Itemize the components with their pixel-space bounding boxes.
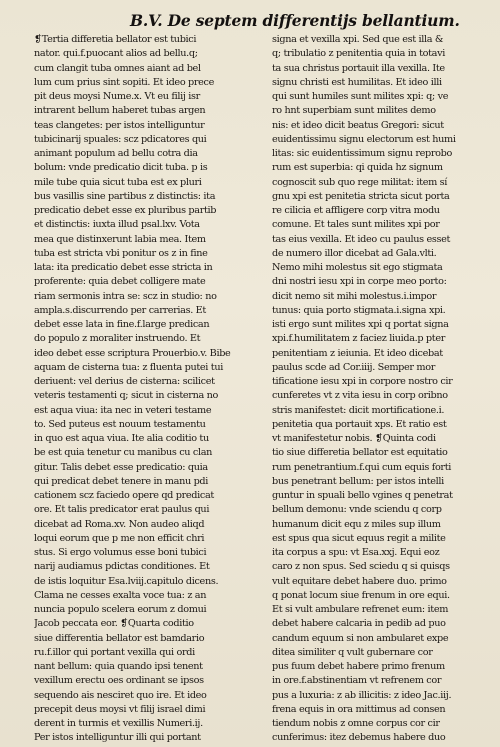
right-column-line: rum penetrantium.f.qui cum equis forti [272, 461, 452, 473]
left-column-line: mea que distinxerunt labia mea. Item [34, 233, 206, 245]
left-column-line: ore. Et talis predicator erat paulus qui [34, 504, 210, 516]
left-column-line: in quo est aqua viua. Ite alia coditio tu [34, 433, 209, 444]
right-column-line: nis: et ideo dicit beatus Gregori: sicut [272, 119, 444, 131]
left-column-line: nator. qui.f.puocant alios ad bellu.q; [34, 48, 198, 60]
left-column-line: mile tube quia sicut tuba est ex pluri [34, 176, 202, 188]
left-column-line: bus vasillis sine partibus z distinctis: ita [34, 190, 216, 202]
right-column-line: frena equis in ora mittimus ad consen [272, 703, 446, 715]
right-column-line: tunus: quia porto stigmata.i.signa xpi. [272, 304, 446, 316]
left-column-line: nant bellum: quia quando ipsi tenent [34, 661, 203, 672]
left-column-line: riam sermonis intra se: scz in studio: no [34, 290, 217, 302]
left-column-line: qui predicat debet tenere in manu pdi [34, 475, 209, 487]
left-column-line: nuncia populo scelera eorum z domui [34, 604, 207, 615]
right-text-column [272, 33, 490, 746]
left-column-line: cum clangit tuba omnes aiant ad bel [34, 62, 201, 74]
right-column-line: bus penetrant bellum: per istos intelli [272, 475, 444, 487]
right-column-line: litas: sic euidentissimum signu reprobo [272, 148, 452, 159]
right-column-line: cunferetes vt z vita iesu in corp oribno [272, 390, 448, 402]
left-column-line: sequendo ais nesciret quo ire. Et ideo [34, 689, 207, 701]
left-column-line: do populo z moraliter instruendo. Et [34, 333, 201, 345]
left-column-line: tuba est stricta vbi ponitur os z in fine [34, 247, 208, 259]
right-column-line: guntur in spuali bello vgines q penetrat [272, 490, 453, 501]
left-text-column [34, 33, 252, 746]
right-column-line: vult equitare debet habere duo. primo [272, 575, 447, 587]
right-column-line: pus fuum debet habere primo frenum [272, 661, 445, 672]
right-column-line: tas eius vexilla. Et ideo cu paulus esset [272, 233, 451, 245]
left-column-line: precepit deus moysi vt filij israel dimi [34, 703, 206, 715]
left-column-line: veteris testamenti q; sicut in cisterna no [34, 390, 218, 402]
right-column-line: pus a luxuria: z ab illicitis: z ideo Jac.iij. [272, 689, 452, 701]
left-column-line: intrarent bellum haberet tubas argen [34, 105, 206, 117]
right-column-line: qui sunt humiles sunt milites xpi: q; ve [272, 91, 449, 102]
right-column-line: tiendum nobis z omne corpus cor cir [272, 718, 440, 729]
right-column-line: est spus qua sicut equus regit a milite [272, 532, 446, 544]
left-column-line: tubicinarij spuales: scz pdicatores qui [34, 133, 207, 145]
left-column-line: de istis loquitur Esa.lviij.capitulo dicens. [34, 575, 219, 587]
right-column-line: paulus scde ad Cor.iiij. Semper mor [272, 361, 436, 373]
left-column-line: dicebat ad Roma.xv. Non audeo aliqd [34, 518, 205, 530]
left-column-line: ru.f.illor qui portant vexilla qui ordi [34, 646, 195, 658]
right-column-line: cognoscit sub quo rege militat: item sí [272, 176, 448, 188]
right-column-line: de numero illor dicebat ad Gala.vlti. [272, 247, 437, 259]
right-column-line: penitetia qua portauit xps. Et ratio est [272, 418, 447, 430]
right-column-line: caro z non spus. Sed sciedu q si quisqs [272, 561, 450, 573]
left-column-line: to. Sed puteus est nouum testamentu [34, 418, 206, 430]
left-column-line: animant populum ad bellu cotra dia [34, 148, 198, 159]
right-column-line: dni nostri iesu xpi in corpe meo porto: [272, 276, 447, 288]
right-column-line: signu christi est humilitas. Et ideo illi [272, 76, 442, 88]
right-column-line: Nemo mihi molestus sit ego stigmata [272, 262, 443, 273]
right-column-line: q; tribulatio z penitentia quia in totavi [272, 48, 445, 60]
right-column-line: re cilicia et affligere corp vitra modu [272, 205, 440, 216]
left-column-line: deriuent: vel derius de cisterna: scilicet [34, 376, 215, 387]
left-column-line: stus. Si ergo volumus esse boni tubici [34, 547, 207, 558]
left-column-line: gitur. Talis debet esse predicatio: quia [34, 461, 208, 473]
right-column-line: ditea similiter q vult gubernare cor [272, 646, 433, 658]
right-column-line: ita corpus a spu: vt Esa.xxj. Equi eoz [272, 547, 440, 558]
right-column-line: comune. Et tales sunt milites xpi por [272, 219, 440, 231]
right-column-line: stris manifestet: dicit mortificatione.i. [272, 404, 445, 416]
left-column-line: loqui eorum que p me non efficit chri [34, 532, 205, 544]
right-column-line: q ponat locum siue frenum in ore equi. [272, 589, 450, 601]
right-column-line: ta sua christus portauit illa vexilla. Ite [272, 62, 445, 74]
left-column-line: cationem scz faciedo opere qd predicat [34, 490, 214, 501]
left-column-line: siue differentia bellator est bamdario [34, 632, 205, 644]
right-column-line: candum equum si non ambularet expe [272, 632, 449, 644]
right-column-line: gnu xpi est penitetia stricta sicut porta [272, 190, 450, 202]
right-column-line: Et si vult ambulare refrenet eum: item [272, 604, 449, 615]
right-column-line: ro hnt superbiam sunt milites demo [272, 105, 436, 117]
left-column-line: bolum: vnde predicatio dicit tuba. p is [34, 162, 208, 174]
left-column-line: est aqua viua: ita nec in veteri testame [34, 404, 212, 416]
left-column-line: proferente: quia debet colligere mate [34, 276, 206, 288]
left-column-line: lum cum prius sint sopiti. Et ideo prece [34, 76, 215, 88]
right-column-line: euidentissimu signu electorum est humi [272, 133, 456, 145]
left-column-line: pit deus moysi Nume.x. Vt eu filij isr [34, 91, 200, 102]
left-column-line: predicatio debet esse ex pluribus partib [34, 205, 217, 216]
left-column-line: vexillum erectu oes ordinant se ipsos [34, 675, 204, 687]
left-column-line: debet esse lata in fine.f.large predican [34, 319, 210, 330]
right-column-line: in ore.f.abstinentiam vt refrenem cor [272, 675, 442, 687]
right-column-line: debet habere calcaria in pedib ad puo [272, 618, 446, 630]
left-column-line: be est quia tenetur cu manibus cu clan [34, 447, 213, 459]
left-column-line: ampla.s.discurrendo per carrerias. Et [34, 304, 206, 316]
left-column-line: et distinctis: iuxta illud psal.lxv. Vota [34, 219, 200, 231]
left-column-line: teas clangetes: per istos intelliguntur [34, 119, 205, 131]
right-column-line: penitentiam z ieiunia. Et ideo dicebat [272, 347, 443, 359]
right-column-line: dicit nemo sit mihi molestus.i.impor [272, 290, 437, 302]
left-column-line: Clama ne cesses exalta voce tua: z an [34, 589, 207, 601]
right-column-line: vt manifestetur nobis. ❡Quinta codi [272, 433, 436, 444]
left-column-line: Per istos intelliguntur illi qui portant [34, 732, 201, 744]
running-header: B.V. De septem differentijs bellantium. [130, 11, 460, 30]
right-column-line: cunferimus: itez debemus habere duo [272, 732, 446, 744]
right-column-line: signa et vexilla xpi. Sed que est illa & [272, 34, 444, 45]
right-column-line: humanum dicit equ z miles sup illum [272, 518, 441, 530]
left-column-line: derent in turmis et vexillis Numeri.ij. [34, 718, 203, 729]
left-column-line: aquam de cisterna tua: z fluenta putei tui [34, 361, 223, 373]
right-column-line: xpi.f.humilitatem z faciez liuida.p pter [272, 333, 445, 345]
left-column-line: Jacob peccata eor. ❡Quarta coditio [34, 618, 194, 630]
right-column-line: rum est superbia: qi quida hz signum [272, 162, 443, 174]
right-column-line: bellum demonu: vnde sciendu q corp [272, 504, 442, 516]
left-column-line: narij audiamus pdictas conditiones. Et [34, 561, 210, 573]
right-column-line: isti ergo sunt milites xpi q portat signa [272, 319, 449, 330]
left-column-line: ideo debet esse scriptura Prouerbio.v. Bibe [34, 347, 231, 359]
right-column-line: tio siue differetia bellator est equitatio [272, 447, 448, 459]
left-column-line: ❡Tertia differetia bellator est tubici [34, 34, 197, 45]
right-column-line: tificatione iesu xpi in corpore nostro cir [272, 376, 453, 387]
left-column-line: lata: ita predicatio debet esse stricta in [34, 262, 213, 273]
